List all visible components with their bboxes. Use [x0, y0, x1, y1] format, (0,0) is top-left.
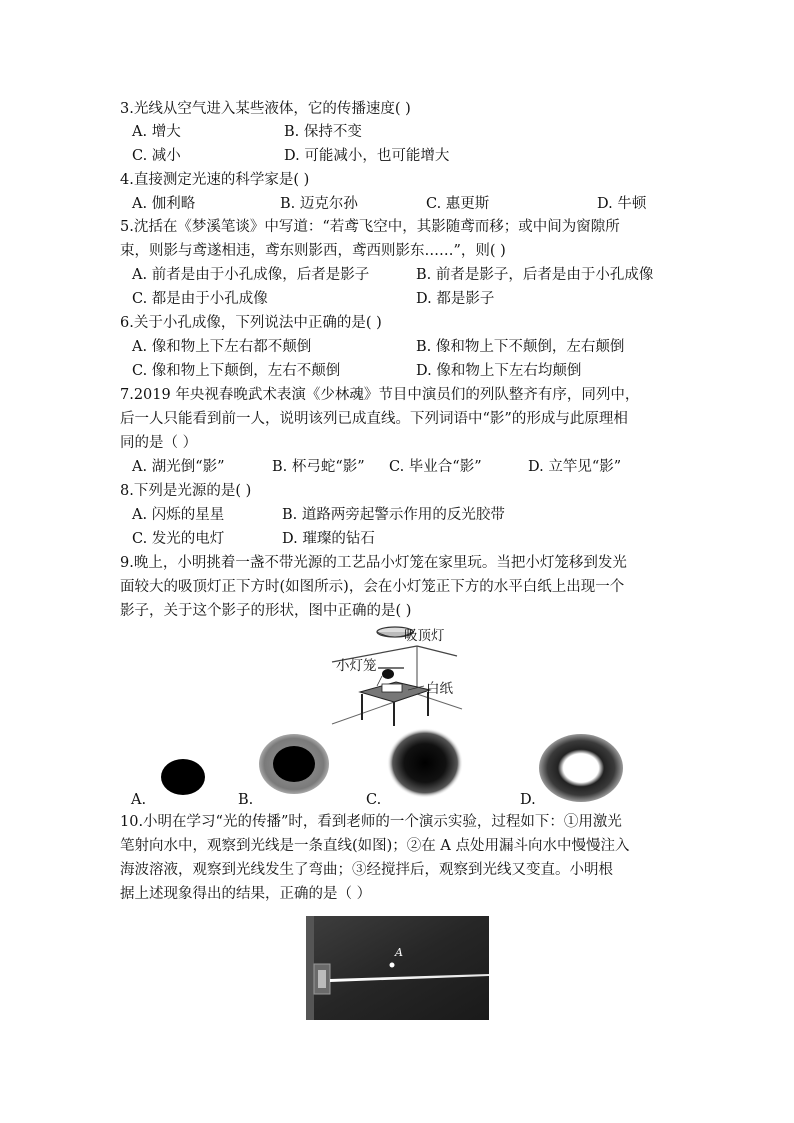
- q10-stem-line4: 据上述现象得出的结果，正确的是（ ）: [120, 886, 372, 902]
- q3-option-d: D. 可能减小，也可能增大: [284, 148, 450, 164]
- q6-option-b: B. 像和物上下不颠倒，左右颠倒: [416, 339, 625, 355]
- q5-stem-line2: 束，则影与鸢遂相违，鸢东则影西，鸢西则影东……”，则( ): [120, 243, 506, 259]
- q5-option-c: C. 都是由于小孔成像: [132, 291, 268, 307]
- q3-option-a: A. 增大: [132, 124, 181, 140]
- q7-stem-line1: 7.2019 年央视春晚武术表演《少林魂》节目中演员们的列队整齐有序，同列中，: [120, 387, 640, 403]
- label-white-paper: 白纸: [426, 681, 453, 697]
- q7-stem-line2: 后一人只能看到前一人，说明该列已成直线。下列词语中“影”的形成与此原理相: [120, 411, 628, 427]
- q8-stem: 8.下列是光源的是( ): [120, 483, 252, 499]
- q4-option-d: D. 牛顿: [597, 196, 647, 212]
- blurred-black-disc: [387, 728, 463, 798]
- q5-option-d: D. 都是影子: [416, 291, 495, 307]
- dark-ring-light-center: [539, 734, 623, 802]
- q8-option-b: B. 道路两旁起警示作用的反光胶带: [282, 507, 505, 523]
- q9-option-c-label: C.: [366, 792, 382, 808]
- q6-option-d: D. 像和物上下左右均颠倒: [416, 363, 582, 379]
- q4-option-b: B. 迈克尔孙: [280, 196, 358, 212]
- lantern-shape: [382, 669, 394, 679]
- white-paper: [382, 684, 402, 692]
- q9-option-b-label: B.: [238, 792, 254, 808]
- label-lantern: 小灯笼: [336, 658, 377, 674]
- q10-stem-line3: 海波溶液，观察到光线发生了弯曲；③经搅拌后，观察到光线又变直。小明根: [120, 862, 613, 878]
- q7-option-b: B. 杯弓蛇“影”: [272, 459, 365, 475]
- q4-option-c: C. 惠更斯: [426, 196, 490, 212]
- shadow-option-b-image: [258, 733, 330, 795]
- solid-black-disc: [161, 759, 205, 795]
- label-ceiling-lamp: 吸顶灯: [404, 628, 445, 644]
- black-umbra-center: [273, 746, 315, 782]
- q9-option-d-label: D.: [520, 792, 536, 808]
- q9-stem-line1: 9.晚上，小明挑着一盏不带光源的工艺品小灯笼在家里玩。当把小灯笼移到发光: [120, 555, 627, 571]
- ceiling-edge-right: [417, 646, 457, 656]
- q5-option-b: B. 前者是影子，后者是由于小孔成像: [416, 267, 654, 283]
- q5-option-a: A. 前者是由于小孔成像，后者是影子: [132, 267, 370, 283]
- q9-stem-line3: 影子，关于这个影子的形状，图中正确的是( ): [120, 603, 412, 619]
- q5-stem-line1: 5.沈括在《梦溪笔谈》中写道：“若鸢飞空中，其影随鸢而移；或中间为窗隙所: [120, 219, 620, 235]
- q8-option-c: C. 发光的电灯: [132, 531, 225, 547]
- q8-option-a: A. 闪烁的星星: [132, 507, 225, 523]
- q4-stem: 4.直接测定光速的科学家是( ): [120, 172, 310, 188]
- q3-option-b: B. 保持不变: [284, 124, 362, 140]
- q10-stem-line1: 10.小明在学习“光的传播”时，看到老师的一个演示实验，过程如下：①用激光: [120, 814, 622, 830]
- shadow-option-a-image: [160, 758, 206, 796]
- dark-background: [306, 916, 489, 1020]
- tank-edge: [306, 916, 314, 1020]
- q3-stem: 3.光线从空气进入某些液体，它的传播速度( ): [120, 101, 411, 117]
- q7-stem-line3: 同的是（ ）: [120, 435, 198, 451]
- lantern-pointer-line: [377, 676, 382, 686]
- laser-experiment-photo: [306, 916, 489, 1020]
- q7-option-a: A. 湖光倒“影”: [132, 459, 225, 475]
- q3-option-c: C. 减小: [132, 148, 181, 164]
- shadow-option-c-image: [387, 728, 463, 798]
- laser-pointer-head: [318, 970, 326, 988]
- shadow-option-d-image: [538, 733, 624, 803]
- point-a-marker: [390, 963, 395, 968]
- q7-option-c: C. 毕业合“影”: [389, 459, 482, 475]
- q10-stem-line2: 笔射向水中，观察到光线是一条直线(如图)；②在 A 点处用漏斗向水中慢慢注入: [120, 838, 630, 854]
- q6-stem: 6.关于小孔成像，下列说法中正确的是( ): [120, 315, 382, 331]
- q8-option-d: D. 璀璨的钻石: [282, 531, 375, 547]
- point-a-label: A: [395, 946, 403, 959]
- q9-stem-line2: 面较大的吸顶灯正下方时(如图所示)，会在小灯笼正下方的水平白纸上出现一个: [120, 579, 625, 595]
- q6-option-a: A. 像和物上下左右都不颠倒: [132, 339, 312, 355]
- q6-option-c: C. 像和物上下颠倒，左右不颠倒: [132, 363, 341, 379]
- q9-option-a-label: A.: [131, 792, 147, 808]
- q4-option-a: A. 伽利略: [132, 196, 196, 212]
- q7-option-d: D. 立竿见“影”: [528, 459, 622, 475]
